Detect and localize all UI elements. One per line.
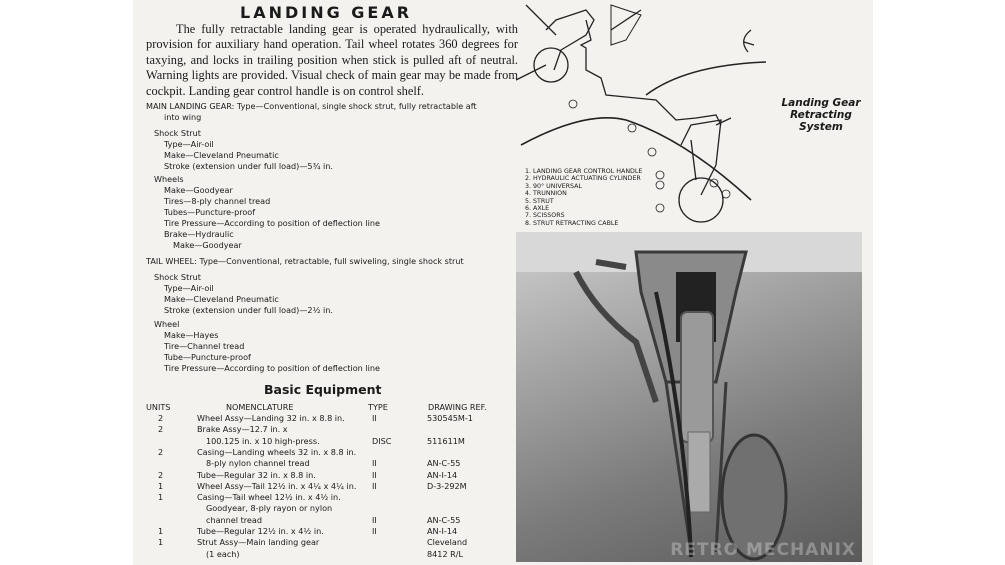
spec-item: Tubes—Puncture-proof — [164, 207, 256, 217]
diagram-title: Landing Gear Retracting System — [781, 97, 861, 133]
header-drawing-ref: DRAWING REF. — [428, 402, 487, 412]
table-row — [146, 537, 506, 548]
table-row — [146, 413, 506, 424]
legend-item: 3. 90° UNIVERSAL — [525, 182, 582, 190]
drawing-ref-cell: AN-I-14 — [427, 469, 458, 480]
nomenclature-cell: Tube—Regular 12½ in. x 4½ in. — [197, 526, 324, 536]
units-cell: 1 — [158, 480, 164, 491]
nomenclature-cell: Strut Assy—Main landing gear — [197, 537, 320, 548]
type-cell: II — [372, 480, 377, 491]
table-row — [146, 470, 506, 481]
spec-item: Type—Air-oil — [164, 139, 214, 149]
table-row — [146, 447, 506, 458]
diagram-legend — [525, 168, 642, 227]
spec-item: Tube—Puncture-proof — [164, 352, 251, 362]
units-cell: 1 — [158, 492, 164, 503]
spec-item: Stroke (extension under full load)—5¾ in. — [164, 161, 333, 171]
drawing-ref-cell: 511611M — [427, 435, 465, 446]
spec-item: Type—Air-oil — [164, 283, 214, 293]
spec-item: Make—Goodyear — [164, 185, 233, 195]
type-cell: II — [372, 458, 377, 469]
spec-item: Make—Hayes — [164, 330, 219, 340]
units-cell: 2 — [158, 446, 164, 457]
watermark-logo: RETRO MECHANIX — [670, 540, 856, 560]
drawing-ref-cell: D-3-292M — [427, 480, 467, 491]
type-cell: DISC — [372, 435, 392, 446]
table-row — [146, 436, 506, 447]
nomenclature-cell: Wheel Assy—Landing 32 in. x 8.8 in. — [197, 413, 345, 423]
table-header — [146, 402, 506, 413]
page-title: LANDING GEAR — [240, 3, 413, 22]
header-type: TYPE — [368, 402, 388, 412]
units-cell: 2 — [158, 413, 164, 423]
table-row — [146, 492, 506, 503]
spec-label: Wheels — [154, 174, 184, 184]
legend-item: 6. AXLE — [525, 205, 550, 213]
drawing-ref-cell: Cleveland — [427, 537, 468, 548]
spec-label: Shock Strut — [154, 272, 201, 282]
spec-item: Tires—8-ply channel tread — [164, 196, 271, 206]
main-gear-heading-cont: into wing — [164, 112, 202, 122]
legend-item: 1. LANDING GEAR CONTROL HANDLE — [525, 168, 643, 175]
units-cell: 1 — [158, 526, 164, 536]
intro-paragraph: The fully retractable landing gear is operated hydraulically, with provision for auxiliary hand operation. Tail wheel rotates 360 degrees for taxying, and locks in trailing position when stick is pulled aft of neutral. Warning lights are provided. Visual check of main gear may be made from cockpit. Landing gear control handle is on control shelf. — [146, 22, 518, 98]
nomenclature-cell: channel tread — [206, 514, 263, 525]
legend-item: 5. STRUT — [525, 197, 554, 205]
spec-label: Wheel — [154, 319, 180, 329]
legend-item: 2. HYDRAULIC ACTUATING CYLINDER — [525, 175, 641, 183]
spec-item: Tire—Channel tread — [164, 341, 245, 351]
table-row — [146, 526, 506, 537]
main-gear-heading: MAIN LANDING GEAR: Type—Conventional, single shock strut, fully retractable aft — [146, 101, 477, 111]
header-nomenclature: NOMENCLATURE — [226, 402, 294, 412]
header-units: UNITS — [146, 402, 171, 412]
spec-label: Shock Strut — [154, 128, 201, 138]
table-row — [146, 549, 506, 560]
legend-item: 4. TRUNNION — [525, 190, 567, 198]
tail-wheel-heading: TAIL WHEEL: Type—Conventional, retractable, full swiveling, single shock strut — [146, 256, 464, 266]
drawing-ref-cell: AN-C-55 — [427, 514, 461, 525]
drawing-ref-cell: AN-I-14 — [427, 526, 458, 536]
spec-item: Stroke (extension under full load)—2½ in. — [164, 305, 333, 315]
nomenclature-cell: Wheel Assy—Tail 12½ in. x 4¼ x 4¼ in. — [197, 480, 357, 491]
spec-item: Make—Goodyear — [173, 240, 242, 250]
nomenclature-cell: 100.125 in. x 10 high-press. — [206, 435, 320, 446]
landing-gear-photo — [516, 232, 862, 562]
equipment-title: Basic Equipment — [264, 382, 382, 397]
drawing-ref-cell: AN-C-55 — [427, 458, 461, 469]
nomenclature-cell: 8-ply nylon channel tread — [206, 458, 310, 469]
type-cell: II — [372, 413, 377, 423]
type-cell: II — [372, 469, 377, 480]
units-cell: 2 — [158, 469, 164, 480]
drawing-ref-cell: 530545M-1 — [427, 413, 473, 423]
landing-gear-photo-art — [516, 232, 862, 562]
nomenclature-cell: Brake Assy—12.7 in. x — [197, 424, 288, 435]
spec-item: Brake—Hydraulic — [164, 229, 234, 239]
table-row — [146, 503, 506, 514]
spec-item: Tire Pressure—According to position of deflection line — [164, 218, 380, 228]
units-cell: 2 — [158, 424, 164, 435]
spec-item: Make—Cleveland Pneumatic — [164, 294, 279, 304]
nomenclature-cell: Casing—Tail wheel 12½ in. x 4½ in. — [197, 492, 341, 503]
nomenclature-cell: (1 each) — [206, 548, 240, 559]
drawing-ref-cell: 8412 R/L — [427, 548, 464, 559]
units-cell: 1 — [158, 537, 164, 548]
spec-item: Tire Pressure—According to position of deflection line — [164, 363, 380, 373]
nomenclature-cell: Goodyear, 8-ply rayon or nylon — [206, 503, 333, 514]
type-cell: II — [372, 514, 377, 525]
table-row — [146, 424, 506, 435]
type-cell: II — [372, 526, 377, 536]
spec-item: Make—Cleveland Pneumatic — [164, 150, 279, 160]
legend-item: 8. STRUT RETRACTING CABLE — [525, 219, 619, 227]
table-row — [146, 515, 506, 526]
legend-item: 7. SCISSORS — [525, 212, 565, 220]
nomenclature-cell: Casing—Landing wheels 32 in. x 8.8 in. — [197, 446, 357, 457]
table-row — [146, 481, 506, 492]
nomenclature-cell: Tube—Regular 32 in. x 8.8 in. — [197, 469, 316, 480]
table-row — [146, 458, 506, 469]
